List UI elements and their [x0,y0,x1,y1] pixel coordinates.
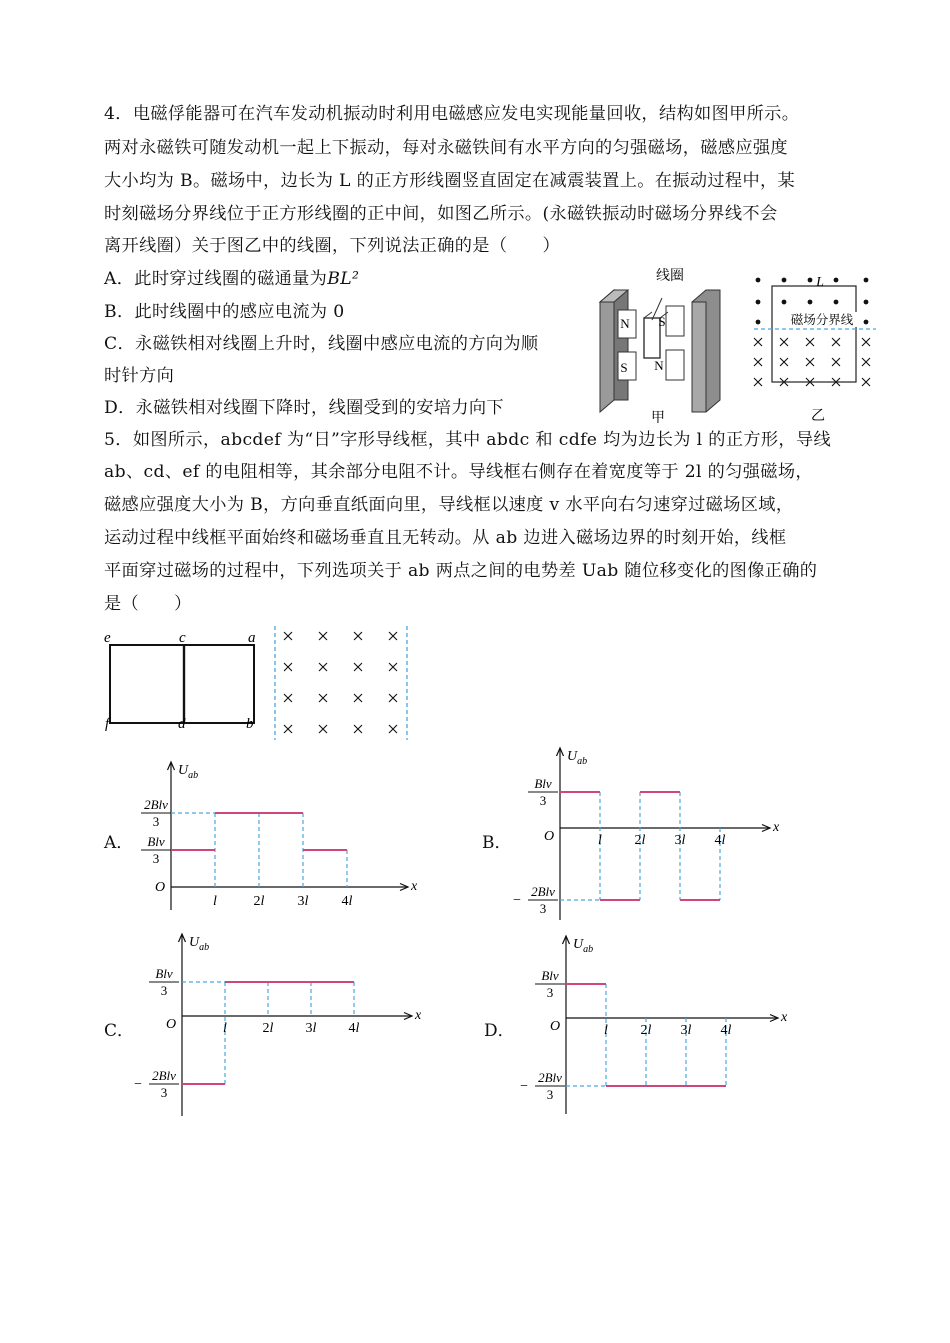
field-cross [780,338,788,346]
field-dot [834,300,839,305]
field-cross [832,358,840,366]
label-b: b [246,716,254,732]
option-b-label: B． [482,833,512,853]
x-tick-label: 3l [297,894,309,909]
frac-numerator: 2Blv [531,884,555,899]
frac-denominator: 3 [152,814,160,829]
q5-line-6: 是（ ） [104,594,192,614]
x-tick-label: l [223,1021,227,1036]
x-tick-label: 3l [680,1023,692,1038]
frac-numerator: Blv [534,776,552,791]
field-cross [284,632,292,640]
field-cross [389,725,397,733]
origin-label: O [544,829,555,844]
jia-S-top: S [658,314,666,329]
q4-option-a-text: A．此时穿过线圈的磁通量为 [104,269,328,289]
origin-label: O [166,1017,177,1032]
label-d: d [178,716,186,732]
frac-numerator: 2Blv [144,797,168,812]
yi-L-label: L [816,275,824,290]
field-cross [862,358,870,366]
field-dot [808,278,813,283]
q4-line-2: 两对永磁铁可随发动机一起上下振动，每对永磁铁间有水平方向的匀强磁场，磁感应强度 [104,138,788,158]
frame-figure [100,622,420,744]
field-cross [389,663,397,671]
field-cross [319,632,327,640]
field-dot [756,300,761,305]
field-dot [834,278,839,283]
q4-line-5: 离开线圈）关于图乙中的线圈，下列说法正确的是（ ） [104,236,560,256]
jia-N-bottom: N [654,358,664,373]
q4-line-4: 时刻磁场分界线位于正方形线圈的正中间，如图乙所示。(永磁铁振动时磁场分界线不会 [104,204,778,224]
field-dot [782,300,787,305]
frac-denominator: 3 [152,851,160,866]
x-tick-label: 2l [253,894,265,909]
graph-c [130,928,420,1118]
q4-option-b: B．此时线圈中的感应电流为 0 [104,302,345,322]
x-tick-label: 2l [262,1021,274,1036]
field-cross [389,694,397,702]
graph-d [512,930,792,1116]
field-cross [862,378,870,386]
q4-option-c1: C．永磁铁相对线圈上升时，线圈中感应电流的方向为顺 [104,334,539,354]
x-tick-label: 3l [674,833,686,848]
field-dot [864,300,869,305]
q5-line-1: 5．如图所示，abcdef 为“日”字形导线框，其中 abdc 和 cdfe 均为边长为 l 的正方形，导线 [104,430,832,450]
q4-option-c2: 时针方向 [104,366,175,386]
frac-numerator: 2Blv [152,1068,176,1083]
y-tick-label [141,834,171,866]
field-cross [319,694,327,702]
q5-line-4: 运动过程中线框平面始终和磁场垂直且无转动。从 ab 边进入磁场边界的时刻开始，线框 [104,528,787,548]
frac-numerator: Blv [541,968,559,983]
y-axis-label: $U_{ab}$ [573,937,594,955]
field-cross [284,694,292,702]
field-cross [780,358,788,366]
q5-line-3: 磁感应强度大小为 B，方向垂直纸面向里，导线框以速度 v 水平向右匀速穿过磁场区域， [104,495,794,515]
field-dot [756,278,761,283]
figure-yi [748,268,880,426]
origin-label: O [155,880,166,895]
frac-denominator: 3 [160,983,168,998]
y-tick-label [528,776,558,808]
y-axis-label: $U_{ab}$ [178,763,199,781]
label-c: c [179,630,186,646]
jia-S-bottom: S [620,360,628,375]
q4-option-d: D．永磁铁相对线圈下降时，线圈受到的安培力向下 [104,398,504,418]
jia-caption: 甲 [651,411,665,426]
y-axis-label: $U_{ab}$ [567,749,588,767]
x-axis-label: x [411,879,418,894]
y-tick-label [535,968,565,1000]
field-cross [354,663,362,671]
field-dot [782,278,787,283]
frac-denominator: 3 [546,1087,554,1102]
minus-sign: − [520,1079,528,1094]
frac-numerator: 2Blv [538,1070,562,1085]
minus-sign: − [134,1077,142,1092]
y-tick-label [134,1068,179,1100]
x-axis-label: x [781,1010,788,1025]
minus-sign: − [513,893,521,908]
option-c-label: C． [104,1021,135,1041]
field-cross [754,358,762,366]
x-tick-label: 2l [640,1023,652,1038]
x-axis-label: x [773,820,780,835]
q4-line-1: 4．电磁俘能器可在汽车发动机振动时利用电磁感应发电实现能量回收，结构如图甲所示。 [104,104,800,124]
yi-caption: 乙 [811,409,825,424]
x-tick-label: l [598,833,602,848]
x-tick-label: l [213,894,217,909]
jia-N-top: N [620,316,630,331]
frac-denominator: 3 [546,985,554,1000]
x-tick-label: l [604,1023,608,1038]
q5-line-5: 平面穿过磁场的过程中，下列选项关于 ab 两点之间的电势差 Uab 随位移变化的图像正确的 [104,561,818,581]
x-tick-label: 4l [714,833,726,848]
field-cross [754,378,762,386]
field-cross [832,338,840,346]
y-tick-label [149,966,179,998]
field-dot [808,300,813,305]
x-tick-label: 2l [634,833,646,848]
label-e: e [104,630,111,646]
x-tick-label: 4l [341,894,353,909]
field-cross [284,725,292,733]
option-a-label: A． [104,833,134,853]
field-cross [319,663,327,671]
frac-denominator: 3 [539,793,547,808]
x-axis-label: x [415,1008,422,1023]
jia-coil-label: 线圈 [656,269,684,284]
x-tick-label: 4l [348,1021,360,1036]
y-tick-label [520,1070,565,1102]
field-dot [864,278,869,283]
y-tick-label [141,797,171,829]
y-axis-label: $U_{ab}$ [189,935,210,953]
field-cross [354,694,362,702]
field-cross [806,338,814,346]
field-cross [389,632,397,640]
q4-option-a-math: BL² [327,269,360,289]
frac-denominator: 3 [539,901,547,916]
q4-option-a [104,268,359,290]
origin-label: O [550,1019,561,1034]
graph-a [130,752,420,914]
field-cross [354,725,362,733]
yi-boundary-label: 磁场分界线 [790,313,854,327]
graph-b [508,742,778,924]
option-d-label: D． [484,1021,515,1041]
y-tick-label [513,884,558,916]
label-f: f [105,716,110,732]
x-tick-label: 4l [720,1023,732,1038]
q4-line-3: 大小均为 B。磁场中，边长为 L 的正方形线圈竖直固定在减震装置上。在振动过程中，某 [104,171,796,191]
figure-jia [596,262,736,426]
frac-numerator: Blv [155,966,173,981]
field-dot [756,320,761,325]
field-cross [754,338,762,346]
frac-numerator: Blv [147,834,165,849]
field-cross [354,632,362,640]
field-cross [862,338,870,346]
q5-line-2: ab、cd、ef 的电阻相等，其余部分电阻不计。导线框右侧存在着宽度等于 2l 的匀强磁场， [104,462,813,482]
field-cross [806,358,814,366]
field-dot [864,320,869,325]
field-cross [284,663,292,671]
field-cross [319,725,327,733]
x-tick-label: 3l [305,1021,317,1036]
label-a: a [248,630,256,646]
frac-denominator: 3 [160,1085,168,1100]
